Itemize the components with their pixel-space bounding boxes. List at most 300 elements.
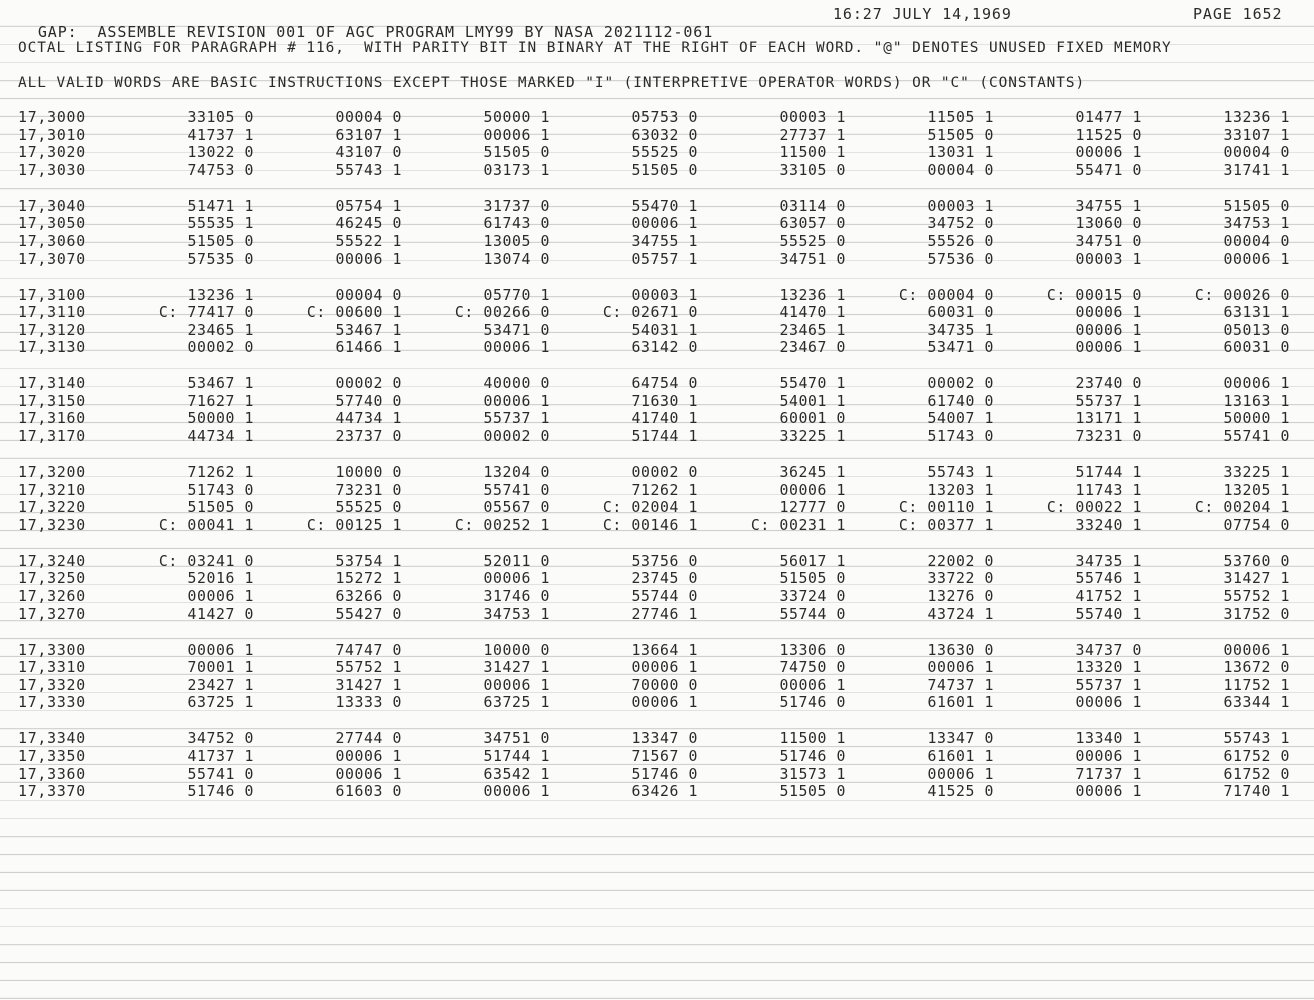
listing-row (0, 517, 1314, 535)
octal-word: 74750 0 (779, 659, 846, 677)
octal-word: 51743 0 (187, 481, 254, 499)
memory-address: 17,3240 (18, 552, 86, 570)
memory-address: 17,3040 (18, 197, 86, 215)
listing-row (0, 482, 1314, 500)
octal-word: 33107 1 (1223, 126, 1290, 144)
octal-word: 00006 1 (1075, 144, 1142, 162)
listing-row (0, 287, 1314, 305)
octal-word: 55743 1 (335, 161, 402, 179)
octal-word: 74747 0 (335, 641, 402, 659)
octal-word: 00006 1 (1223, 375, 1290, 393)
listing-row (0, 428, 1314, 446)
listing-row (0, 198, 1314, 216)
octal-word: 13347 0 (631, 730, 698, 748)
octal-word: 11525 0 (1075, 126, 1142, 144)
octal-word: 13236 1 (779, 286, 846, 304)
memory-address: 17,3370 (18, 783, 86, 801)
octal-word: 44734 1 (335, 410, 402, 428)
octal-word: 53467 1 (335, 321, 402, 339)
octal-word: 13320 1 (1075, 659, 1142, 677)
octal-word: 31573 1 (779, 765, 846, 783)
octal-word: 34752 0 (927, 215, 994, 233)
listing-row (0, 642, 1314, 660)
octal-word: 63142 0 (631, 339, 698, 357)
memory-address: 17,3260 (18, 588, 86, 606)
listing-legend: ALL VALID WORDS ARE BASIC INSTRUCTIONS EXCEPT THOSE MARKED "I" (INTERPRETIVE OPERATOR WORDS) OR "C" (CONSTANTS) (18, 75, 1086, 91)
octal-word: 71262 1 (187, 464, 254, 482)
octal-word: C: 00004 0 (898, 286, 994, 304)
listing-row (0, 304, 1314, 322)
listing-block (0, 553, 1314, 623)
octal-word: 70000 0 (631, 676, 698, 694)
octal-word: 05753 0 (631, 109, 698, 126)
octal-word: 00006 1 (631, 215, 698, 233)
octal-word: 71630 1 (631, 392, 698, 410)
octal-word: 63131 1 (1223, 304, 1290, 322)
octal-word: 00002 0 (927, 375, 994, 393)
octal-word: 43724 1 (927, 605, 994, 623)
memory-address: 17,3360 (18, 765, 86, 783)
octal-word: 33724 0 (779, 588, 846, 606)
octal-word: 11752 1 (1223, 676, 1290, 694)
memory-address: 17,3050 (18, 215, 86, 233)
octal-word: 51743 0 (927, 428, 994, 446)
octal-word: 34751 0 (1075, 232, 1142, 250)
octal-word: 55427 0 (335, 605, 402, 623)
octal-word: C: 00266 0 (454, 304, 550, 322)
memory-address: 17,3330 (18, 694, 86, 712)
octal-word: 13672 0 (1223, 659, 1290, 677)
octal-word: 23740 0 (1075, 375, 1142, 393)
octal-word: 13340 1 (1075, 730, 1142, 748)
octal-word: C: 00125 1 (306, 516, 402, 534)
octal-listing (0, 109, 1314, 819)
listing-row (0, 694, 1314, 712)
octal-word: 41737 1 (187, 747, 254, 765)
octal-word: 63725 1 (483, 694, 550, 712)
octal-word: 51505 0 (187, 232, 254, 250)
listing-row (0, 109, 1314, 127)
octal-word: 00006 1 (335, 250, 402, 268)
octal-word: 27746 1 (631, 605, 698, 623)
memory-address: 17,3100 (18, 286, 86, 304)
octal-word: 00003 1 (1075, 250, 1142, 268)
octal-word: 63725 1 (187, 694, 254, 712)
octal-word: C: 00377 1 (898, 516, 994, 534)
octal-word: 55752 1 (1223, 588, 1290, 606)
octal-word: 51505 0 (927, 126, 994, 144)
octal-word: 57740 0 (335, 392, 402, 410)
octal-word: 00006 1 (1075, 783, 1142, 801)
listing-row (0, 499, 1314, 517)
octal-word: C: 02004 1 (602, 499, 698, 517)
octal-word: 13203 1 (927, 481, 994, 499)
octal-word: 00002 0 (483, 428, 550, 446)
octal-word: 50000 1 (187, 410, 254, 428)
octal-word: 13347 0 (927, 730, 994, 748)
octal-word: 34735 1 (927, 321, 994, 339)
octal-word: 13005 0 (483, 232, 550, 250)
octal-word: 00004 0 (1223, 232, 1290, 250)
octal-word: C: 00146 1 (602, 516, 698, 534)
octal-word: 41737 1 (187, 126, 254, 144)
octal-word: 53756 0 (631, 552, 698, 570)
octal-word: 34751 0 (483, 730, 550, 748)
octal-word: 57535 0 (187, 250, 254, 268)
octal-word: 00006 1 (483, 339, 550, 357)
octal-word: 73231 0 (1075, 428, 1142, 446)
octal-word: 55737 1 (1075, 676, 1142, 694)
octal-word: 41427 0 (187, 605, 254, 623)
octal-word: 13306 0 (779, 641, 846, 659)
octal-word: 34737 0 (1075, 641, 1142, 659)
memory-address: 17,3030 (18, 161, 86, 179)
octal-word: 34735 1 (1075, 552, 1142, 570)
octal-word: 13276 0 (927, 588, 994, 606)
listing-row (0, 215, 1314, 233)
octal-word: 73231 0 (335, 481, 402, 499)
assembly-title: GAP: ASSEMBLE REVISION 001 OF AGC PROGRAM LMY99 BY NASA 2021112-061 (37, 23, 714, 41)
octal-word: 34755 1 (1075, 197, 1142, 215)
octal-word: 33722 0 (927, 570, 994, 588)
octal-word: 13236 1 (187, 286, 254, 304)
octal-word: 13031 1 (927, 144, 994, 162)
listing-block (0, 375, 1314, 445)
octal-word: 71740 1 (1223, 783, 1290, 801)
octal-word: 51744 1 (631, 428, 698, 446)
listing-row (0, 251, 1314, 269)
octal-word: 55737 1 (483, 410, 550, 428)
memory-address: 17,3220 (18, 499, 86, 517)
memory-address: 17,3250 (18, 570, 86, 588)
octal-word: C: 00026 0 (1194, 286, 1290, 304)
octal-word: 55741 0 (187, 765, 254, 783)
octal-word: 01477 1 (1075, 109, 1142, 126)
memory-address: 17,3230 (18, 516, 86, 534)
octal-word: 03114 0 (779, 197, 846, 215)
octal-word: 46245 0 (335, 215, 402, 233)
assembly-timestamp: 16:27 JULY 14,1969 (833, 5, 1012, 23)
octal-word: 33225 1 (1223, 464, 1290, 482)
octal-word: 51746 0 (779, 694, 846, 712)
octal-word: 23465 1 (187, 321, 254, 339)
octal-word: 00004 0 (1223, 144, 1290, 162)
octal-word: 11743 1 (1075, 481, 1142, 499)
listing-row (0, 375, 1314, 393)
octal-word: 31752 0 (1223, 605, 1290, 623)
octal-word: 55525 0 (631, 144, 698, 162)
octal-word: 55741 0 (1223, 428, 1290, 446)
octal-word: 05013 0 (1223, 321, 1290, 339)
memory-address: 17,3000 (18, 109, 86, 126)
memory-address: 17,3140 (18, 375, 86, 393)
octal-word: 57536 0 (927, 250, 994, 268)
listing-row (0, 127, 1314, 145)
octal-word: 55744 0 (631, 588, 698, 606)
octal-word: 55522 1 (335, 232, 402, 250)
octal-word: 13022 0 (187, 144, 254, 162)
octal-word: 00006 1 (483, 126, 550, 144)
octal-word: 51746 0 (779, 747, 846, 765)
octal-word: 31737 0 (483, 197, 550, 215)
listing-row (0, 730, 1314, 748)
octal-word: 00006 1 (1075, 694, 1142, 712)
octal-word: 52011 0 (483, 552, 550, 570)
octal-word: 61752 0 (1223, 747, 1290, 765)
octal-word: 31746 0 (483, 588, 550, 606)
octal-word: 63542 1 (483, 765, 550, 783)
octal-word: 33105 0 (187, 109, 254, 126)
octal-word: 00002 0 (335, 375, 402, 393)
octal-word: C: 77417 0 (158, 304, 254, 322)
listing-row (0, 233, 1314, 251)
octal-word: 13236 1 (1223, 109, 1290, 126)
octal-word: 50000 1 (1223, 410, 1290, 428)
listing-row (0, 393, 1314, 411)
octal-word: C: 00600 1 (306, 304, 402, 322)
octal-word: 51505 0 (779, 783, 846, 801)
octal-word: 31741 1 (1223, 161, 1290, 179)
octal-word: 55525 0 (779, 232, 846, 250)
listing-row (0, 144, 1314, 162)
octal-word: 63057 0 (779, 215, 846, 233)
listing-row (0, 606, 1314, 624)
octal-word: 05754 1 (335, 197, 402, 215)
memory-address: 17,3310 (18, 659, 86, 677)
listing-row (0, 339, 1314, 357)
octal-word: 71567 0 (631, 747, 698, 765)
octal-word: C: 00231 1 (750, 516, 846, 534)
octal-word: 00003 1 (927, 197, 994, 215)
octal-word: 11505 1 (927, 109, 994, 126)
octal-word: 11500 1 (779, 144, 846, 162)
octal-word: 10000 0 (483, 641, 550, 659)
octal-word: 61743 0 (483, 215, 550, 233)
octal-word: 55743 1 (1223, 730, 1290, 748)
octal-word: 00004 0 (335, 109, 402, 126)
octal-word: 70001 1 (187, 659, 254, 677)
octal-word: 00006 1 (779, 481, 846, 499)
octal-word: 51505 0 (1223, 197, 1290, 215)
octal-word: 55752 1 (335, 659, 402, 677)
memory-address: 17,3120 (18, 321, 86, 339)
octal-word: 63426 1 (631, 783, 698, 801)
octal-word: 51744 1 (483, 747, 550, 765)
octal-word: 00006 1 (1075, 321, 1142, 339)
octal-word: 55740 1 (1075, 605, 1142, 623)
octal-word: 53760 0 (1223, 552, 1290, 570)
listing-row (0, 464, 1314, 482)
octal-word: 34755 1 (631, 232, 698, 250)
memory-address: 17,3130 (18, 339, 86, 357)
octal-word: 41740 1 (631, 410, 698, 428)
octal-word: 10000 0 (335, 464, 402, 482)
octal-word: 61740 0 (927, 392, 994, 410)
memory-address: 17,3010 (18, 126, 86, 144)
octal-word: 07754 0 (1223, 516, 1290, 534)
octal-word: 00006 1 (1223, 250, 1290, 268)
octal-word: 55743 1 (927, 464, 994, 482)
octal-word: C: 02671 0 (602, 304, 698, 322)
octal-word: 27737 1 (779, 126, 846, 144)
memory-address: 17,3300 (18, 641, 86, 659)
octal-word: 51505 0 (483, 144, 550, 162)
octal-word: 44734 1 (187, 428, 254, 446)
octal-word: 63107 1 (335, 126, 402, 144)
octal-word: 00003 1 (631, 286, 698, 304)
octal-word: C: 00041 1 (158, 516, 254, 534)
listing-block (0, 642, 1314, 712)
octal-word: 00006 1 (335, 747, 402, 765)
octal-word: 74753 0 (187, 161, 254, 179)
octal-word: 51505 0 (187, 499, 254, 517)
octal-word: 34753 1 (1223, 215, 1290, 233)
octal-word: 00006 1 (1075, 339, 1142, 357)
octal-word: 13664 1 (631, 641, 698, 659)
octal-word: 23745 0 (631, 570, 698, 588)
octal-word: 55746 1 (1075, 570, 1142, 588)
octal-word: 52016 1 (187, 570, 254, 588)
octal-word: 33105 0 (779, 161, 846, 179)
memory-address: 17,3110 (18, 304, 86, 322)
octal-word: 60001 0 (779, 410, 846, 428)
page-number: PAGE 1652 (1193, 5, 1283, 23)
octal-word: C: 00022 1 (1046, 499, 1142, 517)
octal-word: 00006 1 (1223, 641, 1290, 659)
octal-word: 53471 0 (927, 339, 994, 357)
octal-word: 31427 1 (1223, 570, 1290, 588)
octal-word: 00006 1 (187, 588, 254, 606)
octal-word: 00006 1 (631, 659, 698, 677)
octal-word: 55526 0 (927, 232, 994, 250)
octal-word: 00006 1 (483, 570, 550, 588)
octal-word: 00006 1 (335, 765, 402, 783)
octal-word: 55471 0 (1075, 161, 1142, 179)
listing-row (0, 766, 1314, 784)
octal-word: 34753 1 (483, 605, 550, 623)
octal-word: 00004 0 (335, 286, 402, 304)
octal-word: 00006 1 (779, 676, 846, 694)
memory-address: 17,3150 (18, 392, 86, 410)
octal-word: 51744 1 (1075, 464, 1142, 482)
octal-word: 00006 1 (1075, 747, 1142, 765)
octal-word: 31427 1 (483, 659, 550, 677)
octal-word: 53471 0 (483, 321, 550, 339)
listing-row (0, 570, 1314, 588)
octal-word: 51505 0 (779, 570, 846, 588)
octal-word: 13205 1 (1223, 481, 1290, 499)
octal-word: 64754 0 (631, 375, 698, 393)
octal-word: 55470 1 (779, 375, 846, 393)
memory-address: 17,3210 (18, 481, 86, 499)
octal-word: 74737 1 (927, 676, 994, 694)
octal-word: 05567 0 (483, 499, 550, 517)
octal-word: 53754 1 (335, 552, 402, 570)
octal-word: 60031 0 (1223, 339, 1290, 357)
octal-word: 51471 1 (187, 197, 254, 215)
octal-word: 11500 1 (779, 730, 846, 748)
listing-row (0, 677, 1314, 695)
octal-word: 61603 0 (335, 783, 402, 801)
octal-word: 00006 1 (927, 659, 994, 677)
octal-word: 71262 1 (631, 481, 698, 499)
octal-word: 54007 1 (927, 410, 994, 428)
octal-word: 23737 0 (335, 428, 402, 446)
listing-row (0, 322, 1314, 340)
listing-block (0, 198, 1314, 268)
octal-word: 00002 0 (187, 339, 254, 357)
memory-address: 17,3340 (18, 730, 86, 748)
memory-address: 17,3160 (18, 410, 86, 428)
octal-word: 23465 1 (779, 321, 846, 339)
octal-word: 63032 0 (631, 126, 698, 144)
listing-block (0, 109, 1314, 179)
octal-word: 00006 1 (1075, 304, 1142, 322)
octal-word: 71737 1 (1075, 765, 1142, 783)
octal-word: 00006 1 (483, 392, 550, 410)
octal-word: 00006 1 (483, 783, 550, 801)
listing-block (0, 730, 1314, 800)
octal-word: 56017 1 (779, 552, 846, 570)
octal-word: 33240 1 (1075, 516, 1142, 534)
listing-row (0, 588, 1314, 606)
octal-word: 13074 0 (483, 250, 550, 268)
octal-word: C: 00204 1 (1194, 499, 1290, 517)
octal-word: 12777 0 (779, 499, 846, 517)
memory-address: 17,3270 (18, 605, 86, 623)
octal-word: 63266 0 (335, 588, 402, 606)
octal-word: 22002 0 (927, 552, 994, 570)
octal-word: 00006 1 (927, 765, 994, 783)
octal-word: 55470 1 (631, 197, 698, 215)
octal-word: 13630 0 (927, 641, 994, 659)
octal-word: 50000 1 (483, 109, 550, 126)
octal-word: 51746 0 (187, 783, 254, 801)
octal-word: 13163 1 (1223, 392, 1290, 410)
octal-word: 23467 0 (779, 339, 846, 357)
octal-word: 31427 1 (335, 676, 402, 694)
listing-row (0, 410, 1314, 428)
listing-row (0, 748, 1314, 766)
memory-address: 17,3070 (18, 250, 86, 268)
octal-word: 13060 0 (1075, 215, 1142, 233)
octal-word: 54031 1 (631, 321, 698, 339)
octal-word: 00003 1 (779, 109, 846, 126)
listing-block (0, 287, 1314, 357)
octal-word: 61601 1 (927, 694, 994, 712)
octal-word: 15272 1 (335, 570, 402, 588)
octal-word: 40000 0 (483, 375, 550, 393)
octal-word: 41752 1 (1075, 588, 1142, 606)
listing-description: OCTAL LISTING FOR PARAGRAPH # 116, WITH PARITY BIT IN BINARY AT THE RIGHT OF EACH WORD. "@" DENOTES UNUSED FIXED MEMORY (18, 40, 1172, 56)
octal-word: 43107 0 (335, 144, 402, 162)
octal-word: 55737 1 (1075, 392, 1142, 410)
octal-word: 61601 1 (927, 747, 994, 765)
octal-word: C: 00015 0 (1046, 286, 1142, 304)
octal-word: C: 00110 1 (898, 499, 994, 517)
octal-word: 34751 0 (779, 250, 846, 268)
octal-word: 00004 0 (927, 161, 994, 179)
listing-row (0, 162, 1314, 180)
memory-address: 17,3320 (18, 676, 86, 694)
listing-row (0, 659, 1314, 677)
memory-address: 17,3200 (18, 464, 86, 482)
memory-address: 17,3170 (18, 428, 86, 446)
octal-word: 51505 0 (631, 161, 698, 179)
octal-word: 05770 1 (483, 286, 550, 304)
memory-address: 17,3060 (18, 232, 86, 250)
listing-block (0, 464, 1314, 534)
